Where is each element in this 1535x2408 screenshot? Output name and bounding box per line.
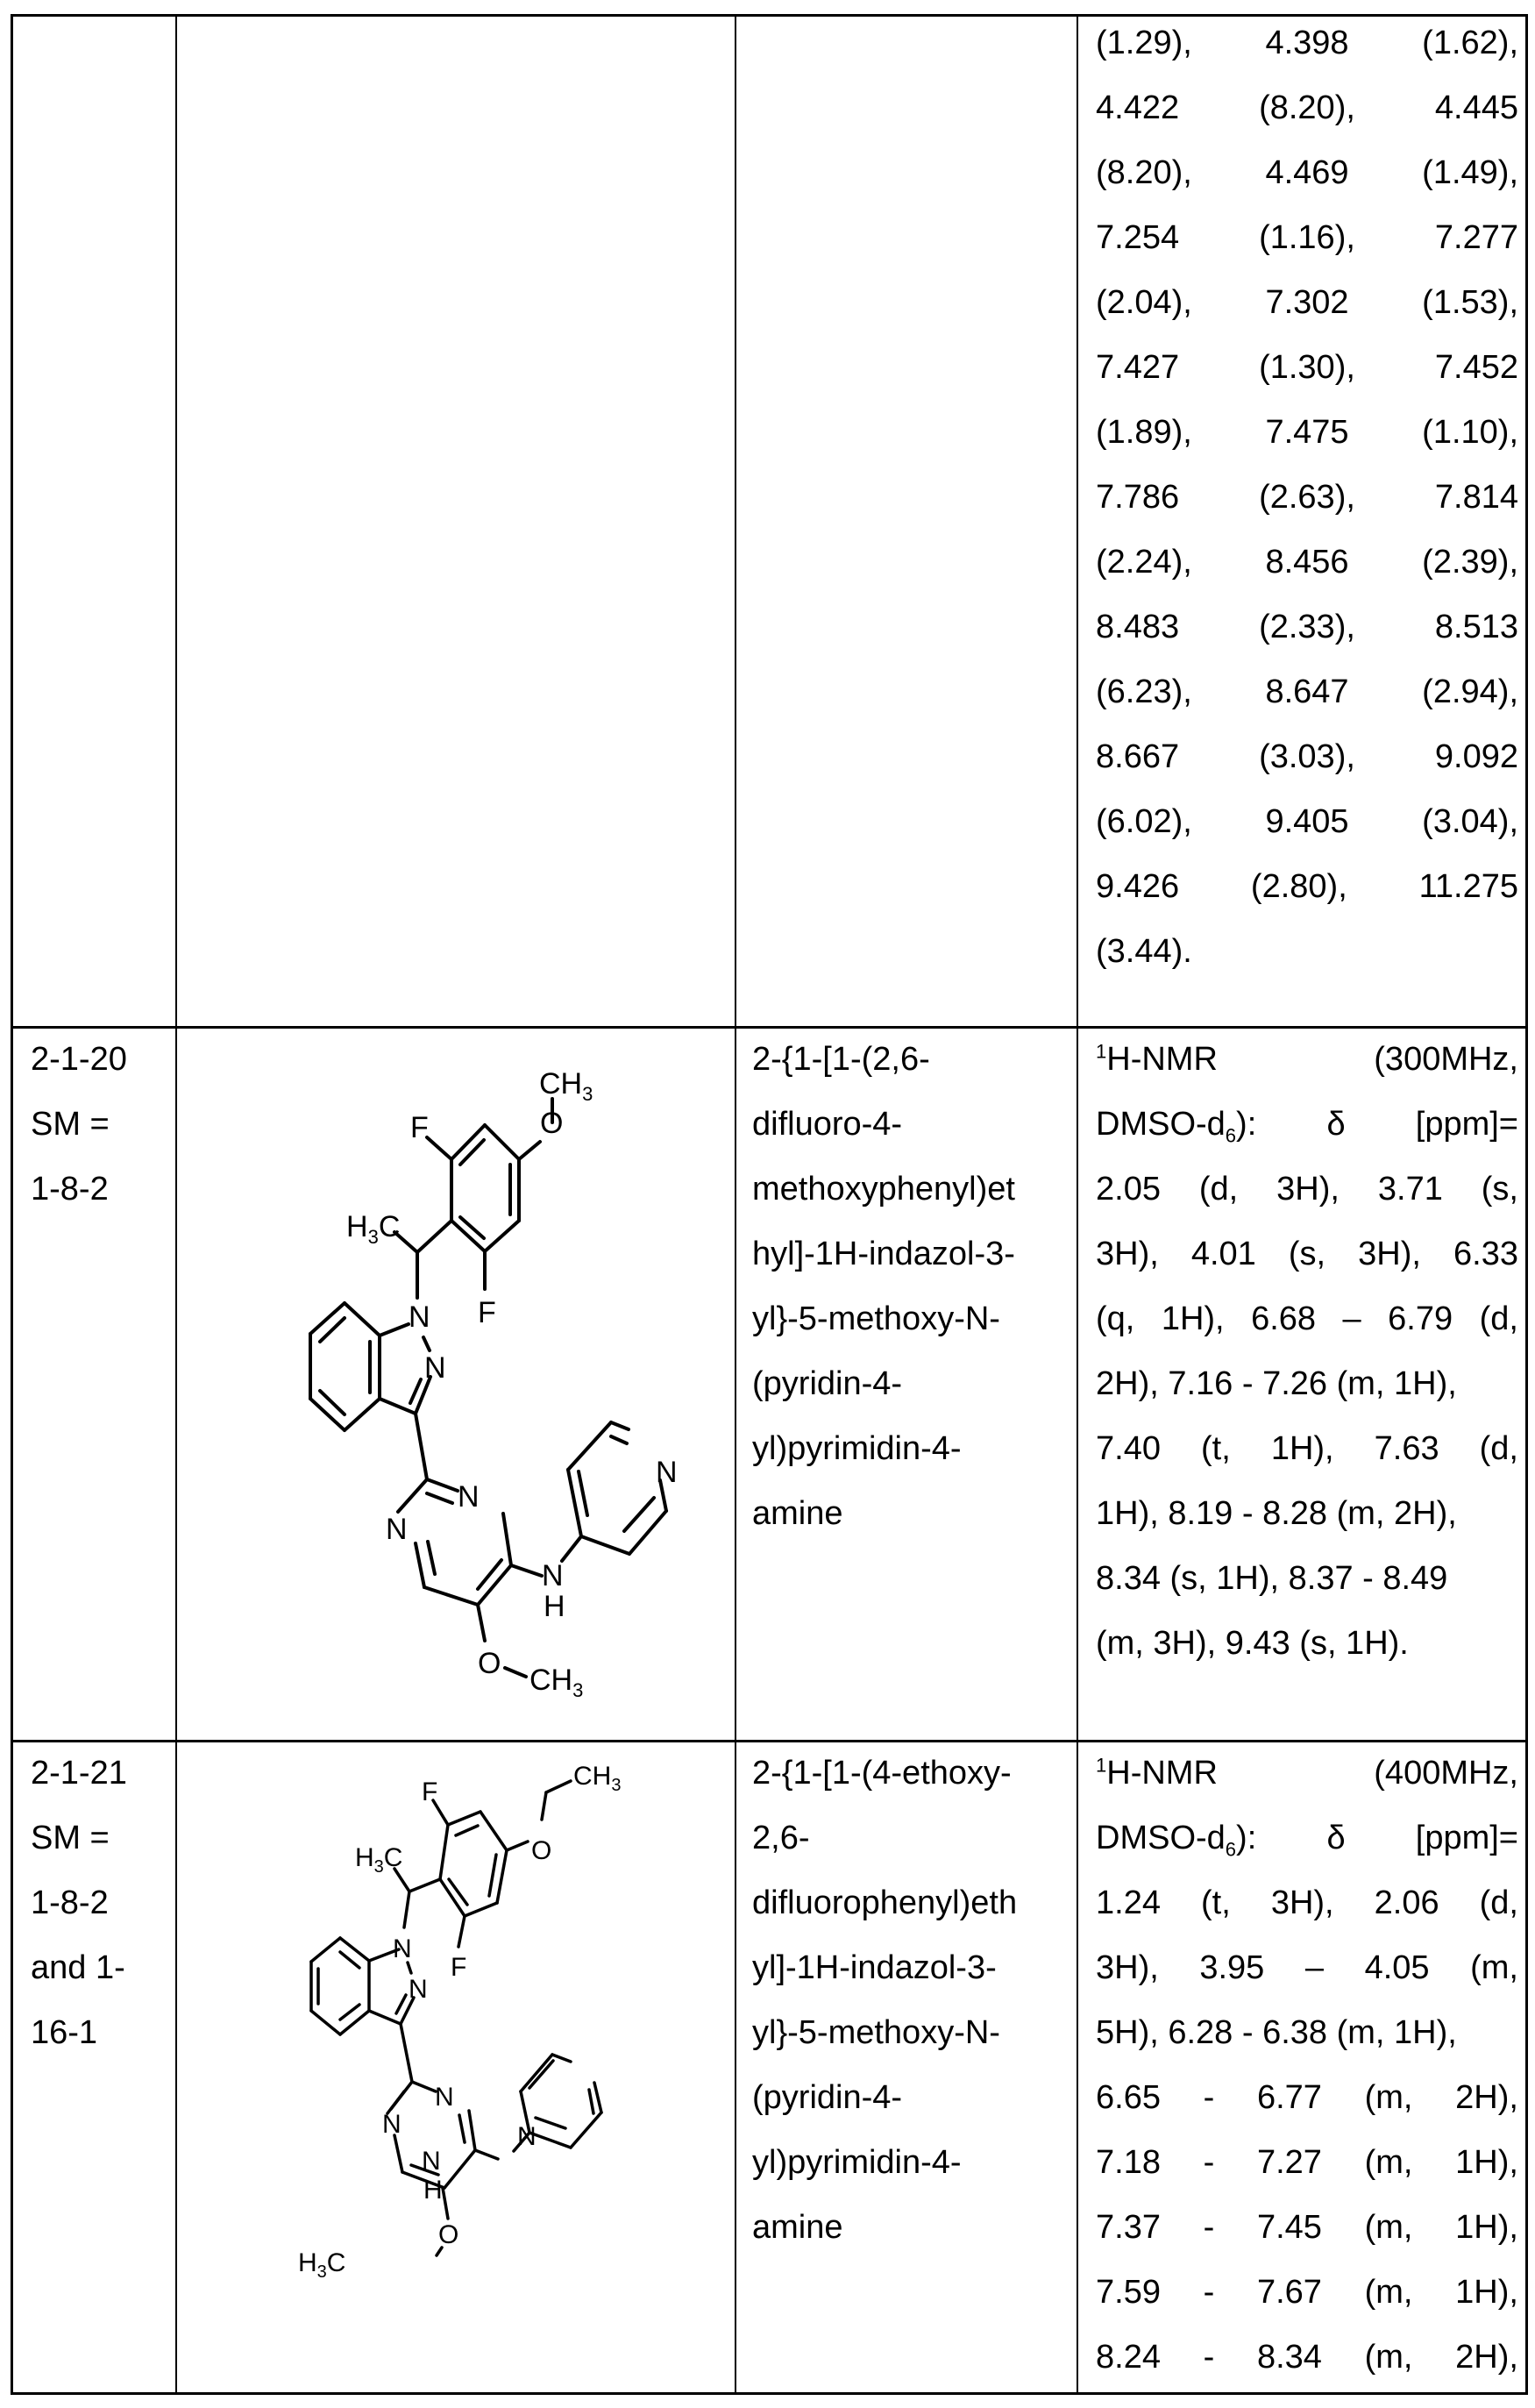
compound-name-line: (pyridin-4- — [752, 1365, 903, 1402]
atom-label-f-upper: F — [422, 1778, 438, 1806]
atom-label-n-pyridine: N — [517, 2122, 537, 2151]
atom-label-nh-n: N — [542, 1559, 564, 1592]
nmr-line: 7.254 (1.16), 7.277 — [1096, 219, 1518, 256]
nmr-line: 7.37 - 7.45 (m, 1H), — [1096, 2209, 1518, 2246]
compound-name-line: yl)pyrimidin-4- — [752, 2144, 962, 2181]
atom-label-n-pyridine: N — [656, 1456, 678, 1489]
nmr-data-continued — [1096, 11, 1518, 984]
nmr-line: (3.44). — [1096, 933, 1192, 970]
compound-name-line: 2-{1-[1-(2,6- — [752, 1041, 930, 1078]
atom-label-o-bottom: O — [478, 1647, 501, 1680]
compound-name-line: yl}-5-methoxy-N- — [752, 1300, 1000, 1337]
example-id: 2-1-21 — [31, 1755, 127, 1792]
nmr-line: 7.40 (t, 1H), 7.63 (d, — [1096, 1430, 1518, 1467]
example-id-cell-2-1-21 — [31, 1741, 127, 2065]
nmr-data-2-1-20 — [1096, 1027, 1518, 1676]
compound-name-line: difluorophenyl)eth — [752, 1884, 1018, 1921]
nmr-header-line: $^1$H-NMR (300MHz, — [1096, 1040, 1518, 1078]
nmr-header-line: $^1$H-NMR (400MHz, — [1096, 1754, 1518, 1792]
nmr-line: 7.427 (1.30), 7.452 — [1096, 349, 1518, 386]
atom-label-f-lower: F — [451, 1953, 467, 1982]
nmr-line: 8.667 (3.03), 9.092 — [1096, 738, 1518, 775]
nmr-line: 8.34 (s, 1H), 8.37 - 8.49 — [1096, 1560, 1448, 1597]
starting-material-ref: 1-8-2 — [31, 1884, 109, 1921]
compound-name-line: (pyridin-4- — [752, 2079, 903, 2116]
example-id-cell-2-1-20 — [31, 1027, 127, 1222]
atom-label-h3c: $H_3C$ — [346, 1210, 401, 1248]
chemical-structure-2-1-20 — [177, 1029, 733, 1739]
atom-label-ch3-top: $CH_3$ — [539, 1067, 593, 1105]
compound-name-2-1-20 — [752, 1027, 1015, 1546]
atom-label-h3c: $H_3C$ — [355, 1843, 403, 1877]
nmr-line: (1.89), 7.475 (1.10), — [1096, 414, 1518, 451]
nmr-line: 7.18 - 7.27 (m, 1H), — [1096, 2144, 1518, 2181]
compound-name-line: methoxyphenyl)et — [752, 1171, 1015, 1208]
nmr-line: 3H), 4.01 (s, 3H), 6.33 — [1096, 1236, 1518, 1272]
nmr-line: 7.59 - 7.67 (m, 1H), — [1096, 2274, 1518, 2311]
atom-label-n2: N — [409, 1975, 428, 2004]
nmr-line: (6.02), 9.405 (3.04), — [1096, 803, 1518, 840]
compound-name-line: 2,6- — [752, 1820, 810, 1856]
compound-name-line: 2-{1-[1-(4-ethoxy- — [752, 1755, 1012, 1792]
nmr-line: 8.483 (2.33), 8.513 — [1096, 609, 1518, 645]
nmr-line: 7.786 (2.63), 7.814 — [1096, 479, 1518, 516]
atom-label-ch3-bottom: $CH_3$ — [529, 1664, 584, 1701]
column-divider-2 — [735, 14, 736, 2395]
atom-label-f-upper: F — [410, 1111, 429, 1144]
compound-name-line: yl]-1H-indazol-3- — [752, 1949, 997, 1986]
atom-label-o-bottom: O — [438, 2220, 459, 2249]
compound-name-line: amine — [752, 2209, 843, 2246]
atom-label-n-pyrimidine-a: N — [458, 1480, 480, 1514]
nmr-line: 3H), 3.95 – 4.05 (m, — [1096, 1949, 1518, 1986]
atom-label-n1: N — [393, 1934, 412, 1963]
nmr-line: (8.20), 4.469 (1.49), — [1096, 154, 1518, 191]
nmr-line: 6.65 - 6.77 (m, 2H), — [1096, 2079, 1518, 2116]
atom-label-nh-h: H — [423, 2176, 443, 2205]
example-id: 2-1-20 — [31, 1041, 127, 1078]
compound-name-line: yl}-5-methoxy-N- — [752, 2014, 1000, 2051]
nmr-solvent-line: DMSO-$d_6$): δ [ppm]= — [1096, 1106, 1518, 1147]
nmr-line: 2.05 (d, 3H), 3.71 (s, — [1096, 1171, 1518, 1208]
compound-name-line: hyl]-1H-indazol-3- — [752, 1236, 1015, 1272]
nmr-line: (2.04), 7.302 (1.53), — [1096, 284, 1518, 321]
atom-label-h3c-bottom: $H_3C$ — [298, 2248, 346, 2282]
nmr-line: 1H), 8.19 - 8.28 (m, 2H), — [1096, 1495, 1457, 1532]
column-divider-3 — [1077, 14, 1078, 2395]
compound-name-line: amine — [752, 1495, 843, 1532]
chemical-structure-2-1-21 — [177, 1742, 733, 2395]
starting-material-label: SM = — [31, 1820, 110, 1856]
compound-name-line: yl)pyrimidin-4- — [752, 1430, 962, 1467]
compound-name-line: difluoro-4- — [752, 1106, 903, 1143]
atom-label-n-pyrimidine-a: N — [435, 2083, 454, 2112]
atom-label-nh-h: H — [544, 1590, 565, 1623]
nmr-solvent-line: DMSO-$d_6$): δ [ppm]= — [1096, 1820, 1518, 1861]
nmr-line: (6.23), 8.647 (2.94), — [1096, 673, 1518, 710]
atom-label-n-pyrimidine-b: N — [382, 2110, 402, 2139]
atom-label-o-top: O — [540, 1107, 564, 1140]
compound-name-2-1-21 — [752, 1741, 1017, 2260]
nmr-line: 5H), 6.28 - 6.38 (m, 1H), — [1096, 2014, 1457, 2051]
nmr-line: 1.24 (t, 3H), 2.06 (d, — [1096, 1884, 1518, 1921]
nmr-line: (m, 3H), 9.43 (s, 1H). — [1096, 1625, 1409, 1662]
nmr-line: (1.29), 4.398 (1.62), — [1096, 25, 1518, 61]
nmr-line: 8.24 - 8.34 (m, 2H), — [1096, 2339, 1518, 2376]
starting-material-ref: 16-1 — [31, 2014, 98, 2051]
starting-material-label: SM = — [31, 1106, 110, 1143]
atom-label-n2: N — [424, 1351, 446, 1385]
atom-label-ch3-top: $CH_3$ — [573, 1762, 622, 1795]
atom-label-f-lower: F — [478, 1296, 496, 1329]
nmr-line: (2.24), 8.456 (2.39), — [1096, 544, 1518, 581]
nmr-line: 9.426 (2.80), 11.275 — [1096, 868, 1518, 905]
starting-material-ref: 1-8-2 — [31, 1171, 109, 1208]
atom-label-o-top: O — [531, 1836, 552, 1865]
starting-material-ref: and 1- — [31, 1949, 125, 1986]
nmr-data-2-1-21 — [1096, 1741, 1518, 2390]
nmr-line: 2H), 7.16 - 7.26 (m, 1H), — [1096, 1365, 1457, 1402]
nmr-line: 4.422 (8.20), 4.445 — [1096, 89, 1518, 126]
atom-label-n-pyrimidine-b: N — [386, 1513, 408, 1546]
nmr-line: (q, 1H), 6.68 – 6.79 (d, — [1096, 1300, 1518, 1337]
atom-label-n1: N — [409, 1300, 430, 1334]
atom-label-nh-n: N — [422, 2147, 441, 2176]
